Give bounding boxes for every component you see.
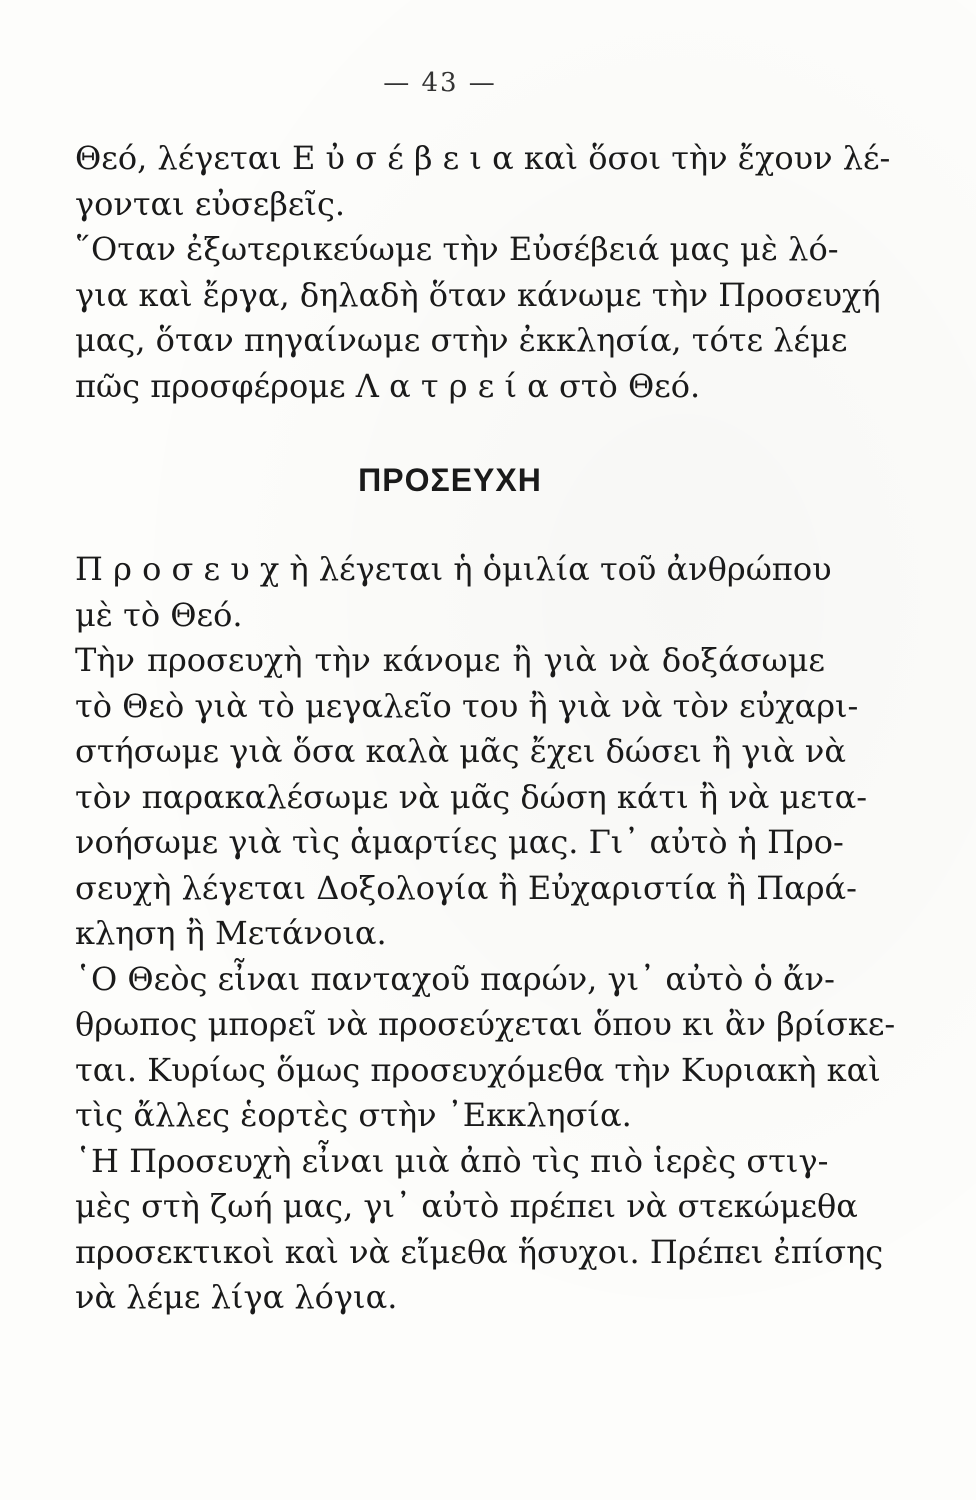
page-number: — 43 — <box>383 68 497 98</box>
text-line: πῶς προσφέρομε Λ α τ ρ ε ί α στὸ Θεό. <box>75 366 701 405</box>
text-line: κληση ἢ Μετάνοια. <box>75 914 387 952</box>
text-line: Θεό, λέγεται Ε ὐ σ έ β ε ι α καὶ ὅσοι τὴν ἔχουν λέ- <box>75 139 891 177</box>
section-heading: ΠΡΟΣΕΥΧΗ <box>358 462 542 498</box>
text-line: μας, ὅταν πηγαίνωμε στὴν ἐκκλησία, τότε λέμε <box>75 321 848 359</box>
text-line: στήσωμε γιὰ ὅσα καλὰ μᾶς ἔχει δώσει ἢ γιὰ νὰ <box>75 732 846 770</box>
paragraph-block-eusebeia <box>75 136 891 409</box>
text-line: προσεκτικοὶ καὶ νὰ εἴμεθα ἥσυχοι. Πρέπει ἐπίσης <box>75 1232 884 1271</box>
text-line: Τὴν προσευχὴ τὴν κάνομε ἢ γιὰ νὰ δοξάσωμε <box>75 641 825 679</box>
text-line: νὰ λέμε λίγα λόγια. <box>75 1278 398 1316</box>
text-line: ῞Οταν ἐξωτερικεύωμε τὴν Εὐσέβειά μας μὲ λό- <box>75 230 839 268</box>
paragraph-block-proseuchi <box>75 547 896 1321</box>
text-line: για καὶ ἔργα, δηλαδὴ ὅταν κάνωμε τὴν Προσευχή <box>75 275 881 314</box>
text-line: μὲ τὸ Θεό. <box>75 595 243 634</box>
text-line: νοήσωμε γιὰ τὶς ἁμαρτίες μας. Γι᾿ αὐτὸ ἡ Προ- <box>75 823 844 861</box>
text-line: ται. Κυρίως ὅμως προσευχόμεθα τὴν Κυριακὴ καὶ <box>75 1050 881 1089</box>
text-line: Π ρ ο σ ε υ χ ὴ λέγεται ἡ ὁμιλία τοῦ ἀνθρώπου <box>75 550 832 588</box>
text-line: γονται εὐσεβεῖς. <box>75 184 346 223</box>
text-line: θρωπος μπορεῖ νὰ προσεύχεται ὅπου κι ἂν βρίσκε- <box>75 1005 896 1043</box>
text-line: τὸν παρακαλέσωμε νὰ μᾶς δώση κάτι ἢ νὰ μετα- <box>75 777 867 816</box>
text-line: τὶς ἄλλες ἑορτὲς στὴν ᾿Εκκλησία. <box>75 1096 632 1134</box>
text-line: ῾Ο Θεὸς εἶναι πανταχοῦ παρών, γι᾿ αὐτὸ ὁ ἄν- <box>75 959 835 998</box>
text-line: τὸ Θεὸ γιὰ τὸ μεγαλεῖο του ἢ γιὰ νὰ τὸν εὐχαρι- <box>75 686 859 725</box>
text-line: ῾Η Προσευχὴ εἶναι μιὰ ἀπὸ τὶς πιὸ ἱερὲς στιγ- <box>75 1141 829 1180</box>
text-line: σευχὴ λέγεται Δοξολογία ἢ Εὐχαριστία ἢ Παρά- <box>75 868 857 907</box>
text-line: μὲς στὴ ζωή μας, γι᾿ αὐτὸ πρέπει νὰ στεκώμεθα <box>75 1187 858 1225</box>
